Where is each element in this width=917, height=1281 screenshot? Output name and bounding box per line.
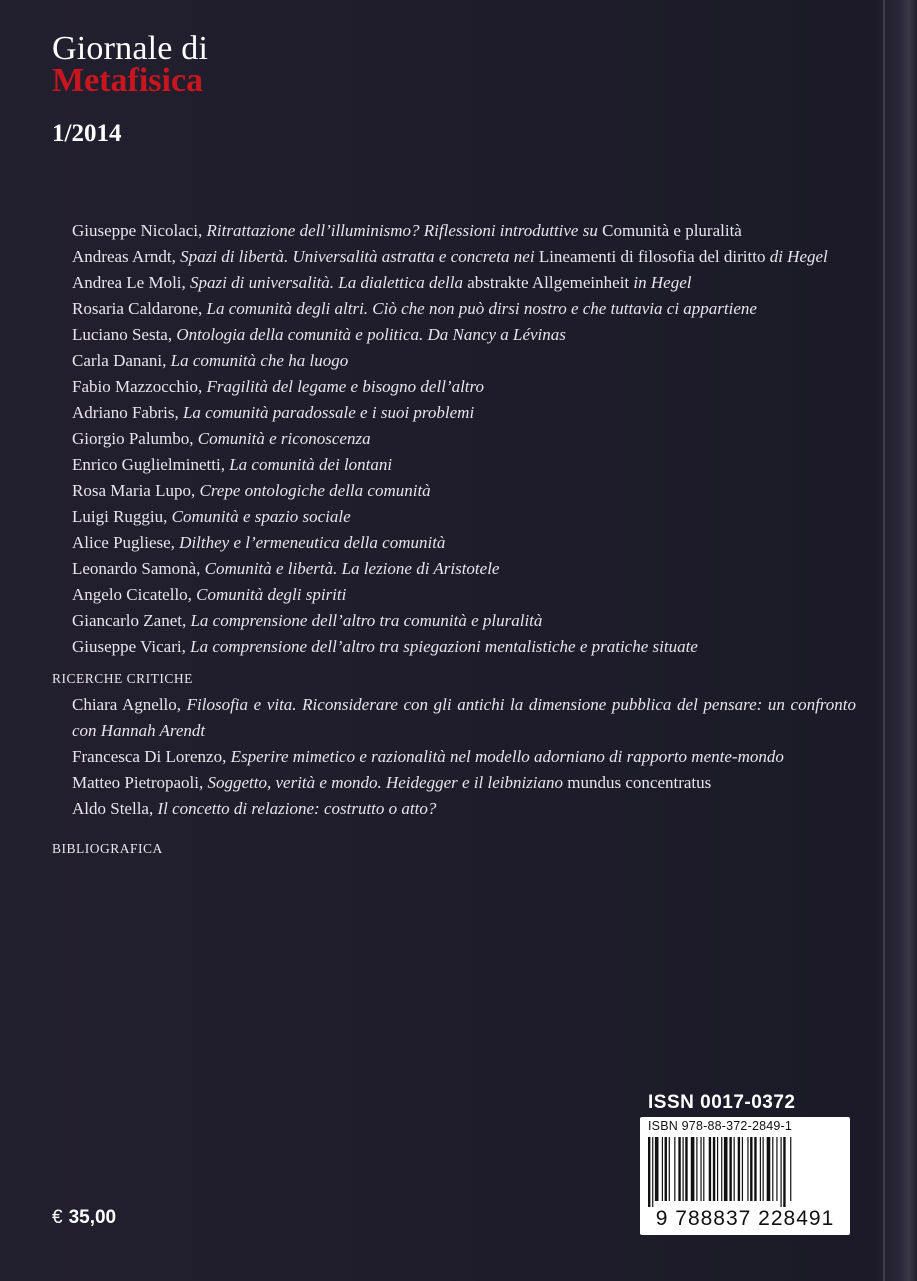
entry-title-roman: Comunità e pluralità — [602, 221, 742, 240]
entry-author: Fabio Mazzocchio, — [72, 377, 203, 396]
contents-entry — [72, 452, 856, 478]
contents-list — [72, 218, 856, 660]
contents-entry — [72, 296, 856, 322]
entry-author: Andrea Le Moli, — [72, 273, 186, 292]
entry-title: Ritrattazione dell’illuminismo? Riflessioni introduttive su — [206, 221, 598, 240]
barcode-bar — [700, 1137, 701, 1201]
issn-label: ISSN 0017-0372 — [648, 1092, 796, 1113]
barcode-bar — [652, 1137, 653, 1207]
contents-entry — [72, 744, 856, 770]
contents-entry — [72, 218, 856, 244]
barcode-bar — [685, 1137, 687, 1201]
contents-entry — [72, 322, 856, 348]
entry-title-roman: Lineamenti di filosofia del diritto — [538, 247, 766, 266]
contents-entry — [72, 530, 856, 556]
entry-title: Spazi di universalità. La dialettica della — [190, 273, 463, 292]
barcode-bar — [709, 1137, 711, 1201]
entry-author: Giuseppe Vicari, — [72, 637, 186, 656]
entry-title: di Hegel — [769, 247, 828, 266]
contents-entry — [72, 400, 856, 426]
entry-title: Comunità e riconoscenza — [197, 429, 371, 448]
barcode-bar — [703, 1137, 704, 1201]
entry-author: Alice Pugliese, — [72, 533, 175, 552]
barcode-bar — [713, 1137, 715, 1201]
issue-number: 1/2014 — [52, 120, 122, 147]
barcode-bar — [754, 1137, 756, 1201]
entry-title: Comunità e libertà. La lezione di Aristotele — [204, 559, 500, 578]
entry-author: Adriano Fabris, — [72, 403, 179, 422]
barcode-panel — [640, 1117, 850, 1235]
entry-author: Andreas Arndt, — [72, 247, 176, 266]
barcode-bar — [655, 1137, 659, 1201]
entry-title: Comunità degli spiriti — [196, 585, 347, 604]
spine-crease — [883, 0, 885, 1281]
contents-entry — [72, 608, 856, 634]
entry-title: La comunità dei lontani — [229, 455, 393, 474]
barcode-bar — [721, 1137, 722, 1201]
entry-author: Luigi Ruggiu, — [72, 507, 168, 526]
entry-title: Spazi di libertà. Universalità astratta e concreta nei — [180, 247, 535, 266]
entry-title-roman: abstrakte Allgemeinheit — [467, 273, 630, 292]
entry-author: Angelo Cicatello, — [72, 585, 192, 604]
price-amount: 35,00 — [68, 1207, 117, 1228]
barcode-bar — [763, 1137, 764, 1201]
barcode-bar — [742, 1137, 743, 1201]
entry-author: Enrico Guglielminetti, — [72, 455, 225, 474]
entry-title-roman: mundus concentratus — [567, 773, 712, 792]
entry-author: Chiara Agnello, — [72, 695, 182, 714]
section-heading-ricerche: RICERCHE CRITICHE — [52, 671, 193, 686]
entry-author: Leonardo Samonà, — [72, 559, 201, 578]
entry-title: Il concetto di relazione: costrutto o atto? — [157, 799, 437, 818]
journal-title-line2: Metafisica — [52, 62, 204, 99]
section-heading-bibliografica: BIBLIOGRAFICA — [52, 841, 163, 856]
barcode-bar — [776, 1137, 777, 1201]
barcode-bar — [678, 1137, 680, 1201]
entry-title: Dilthey e l’ermeneutica della comunità — [179, 533, 446, 552]
contents-entry — [72, 504, 856, 530]
contents-entry — [72, 796, 856, 822]
contents-entry — [72, 426, 856, 452]
entry-title: Esperire mimetico e razionalità nel modello adorniano di rapporto mente-mondo — [230, 747, 784, 766]
contents-entry — [72, 244, 856, 270]
entry-title: Crepe ontologiche della comunità — [199, 481, 431, 500]
barcode-bar — [662, 1137, 663, 1201]
barcode-bar — [669, 1137, 670, 1201]
entry-title: La comprensione dell’altro tra spiegazioni mentalistiche e pratiche situate — [190, 637, 698, 656]
table-of-contents — [52, 218, 856, 862]
entry-title: Comunità e spazio sociale — [171, 507, 351, 526]
contents-entry — [72, 348, 856, 374]
entry-author: Matteo Pietropaoli, — [72, 773, 204, 792]
entry-author: Giorgio Palumbo, — [72, 429, 194, 448]
barcode-bar — [729, 1137, 731, 1201]
journal-title-line1: Giornale di — [52, 30, 209, 67]
ricerche-list — [72, 692, 856, 822]
contents-entry — [72, 634, 856, 660]
barcode-bar — [738, 1137, 740, 1201]
entry-author: Francesca Di Lorenzo, — [72, 747, 227, 766]
barcode-bar — [691, 1137, 695, 1201]
entry-title: Soggetto, verità e mondo. Heidegger e il leibniziano — [207, 773, 564, 792]
entry-author: Aldo Stella, — [72, 799, 154, 818]
barcode-bar — [747, 1137, 748, 1201]
contents-entry — [72, 582, 856, 608]
entry-title: Ontologia della comunità e politica. Da Nancy a Lévinas — [176, 325, 566, 344]
entry-title: La comunità che ha luogo — [170, 351, 349, 370]
barcode-bar — [665, 1137, 667, 1201]
ean-digits: 9 788837 228491 — [655, 1207, 835, 1230]
contents-entry — [72, 556, 856, 582]
currency-symbol: € — [52, 1207, 63, 1228]
entry-title: La comunità paradossale e i suoi problemi — [182, 403, 475, 422]
entry-author: Rosaria Caldarone, — [72, 299, 203, 318]
barcode-bar — [767, 1137, 771, 1201]
barcode-bar — [724, 1137, 728, 1201]
isbn-label: ISBN 978-88-372-2849-1 — [648, 1119, 793, 1133]
barcode-bars — [644, 1137, 846, 1207]
entry-author: Rosa Maria Lupo, — [72, 481, 196, 500]
entry-author: Giuseppe Nicolaci, — [72, 221, 203, 240]
entry-title: Filosofia e vita. Riconsiderare con gli antichi la dimensione pubblica del pensare: un confronto con Hannah Arendt — [72, 695, 856, 740]
barcode-bar — [734, 1137, 735, 1201]
entry-author: Giancarlo Zanet, — [72, 611, 187, 630]
barcode-bar — [683, 1137, 684, 1201]
barcode-bar — [674, 1137, 675, 1201]
barcode-bar — [696, 1137, 697, 1201]
contents-entry — [72, 374, 856, 400]
price — [52, 1207, 116, 1229]
barcode-bar — [780, 1137, 781, 1207]
contents-entry — [72, 478, 856, 504]
entry-author: Carla Danani, — [72, 351, 167, 370]
entry-title: La comunità degli altri. Ciò che non può dirsi nostro e che tuttavia ci appartiene — [206, 299, 757, 318]
barcode-bar — [772, 1137, 773, 1201]
barcode-bar — [717, 1137, 718, 1201]
barcode-bar — [790, 1137, 791, 1201]
contents-entry — [72, 770, 856, 796]
barcode-bar — [750, 1137, 752, 1201]
barcode-bar — [783, 1137, 785, 1207]
entry-title: Fragilità del legame e bisogno dell’altro — [206, 377, 485, 396]
contents-entry — [72, 692, 856, 744]
entry-title: in Hegel — [633, 273, 692, 292]
entry-author: Luciano Sesta, — [72, 325, 173, 344]
barcode-bar — [760, 1137, 761, 1201]
entry-title: La comprensione dell’altro tra comunità e pluralità — [190, 611, 543, 630]
contents-entry — [72, 270, 856, 296]
barcode-bar — [648, 1137, 650, 1207]
